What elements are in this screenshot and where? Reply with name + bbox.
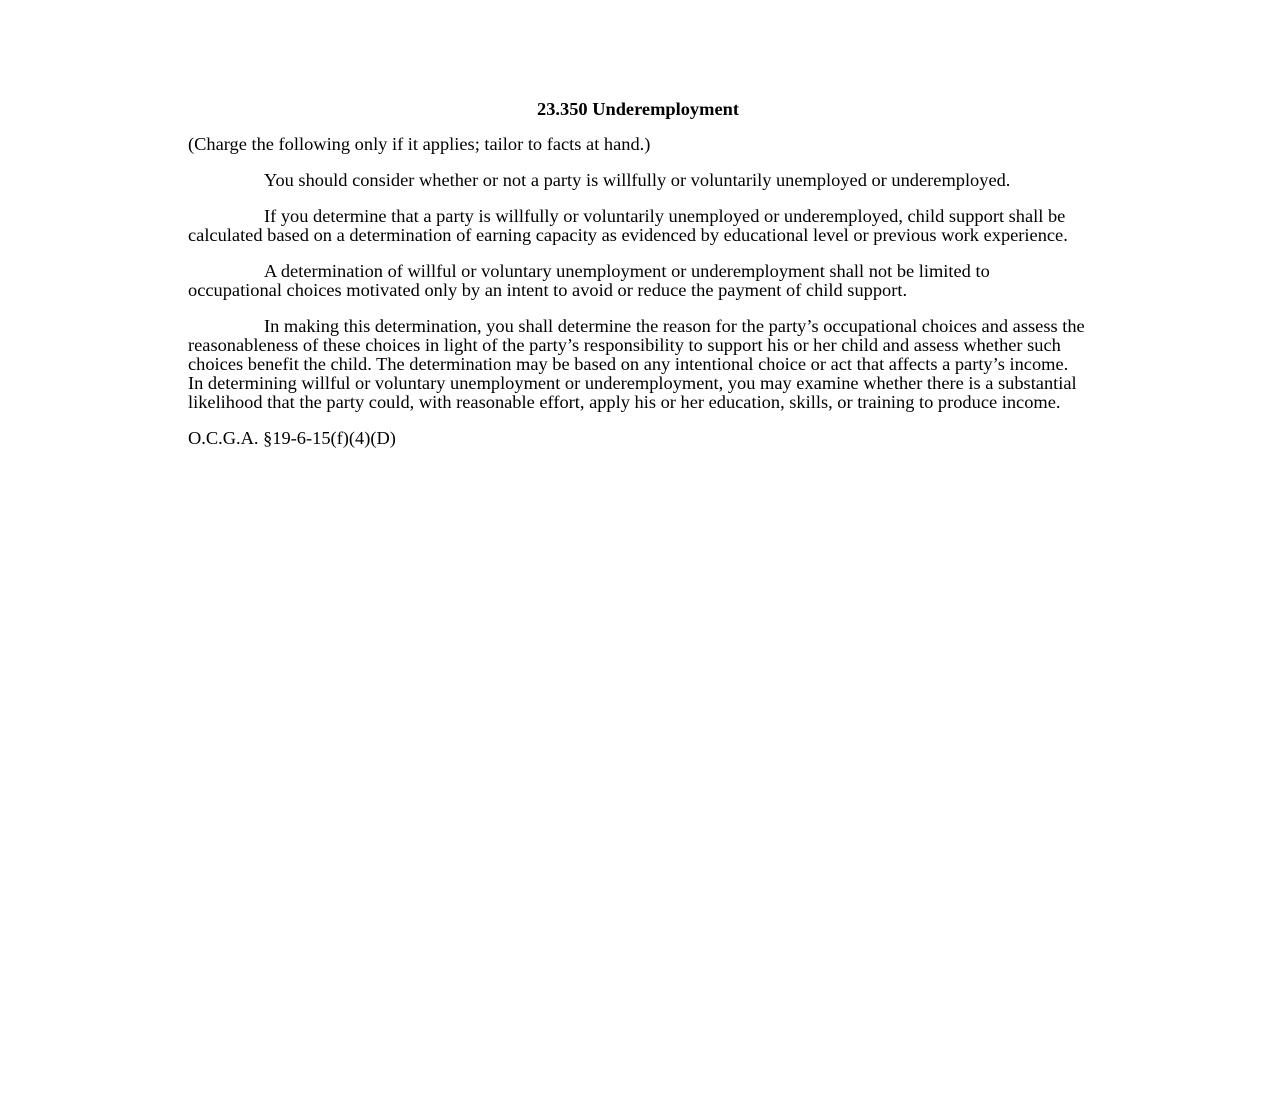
document-title: 23.350 Underemployment — [537, 99, 739, 119]
statute-citation: O.C.G.A. §19-6-15(f)(4)(D) — [188, 428, 396, 448]
document-page — [188, 100, 1088, 448]
paragraph-1: You should consider whether or not a party is willfully or voluntarily unemployed or underemployed. — [264, 170, 1011, 190]
charge-instruction: (Charge the following only if it applies; tailor to facts at hand.) — [188, 134, 651, 154]
paragraph-3: A determination of willful or voluntary unemployment or underemployment shall not be limited to occupational choices motivated only by an intent to avoid or reduce the payment of child support. — [188, 261, 990, 300]
paragraph-4: In making this determination, you shall determine the reason for the party’s occupational choices and assess the reasonableness of these choices in light of the party’s responsibility to support his or her child and assess whether such choices benefit the child. The determination may be based on any intentional choice or act that affects a party’s income. In determining willful or voluntary unemployment or underemployment, you may examine whether there is a substantial likelihood that the party could, with reasonable effort, apply his or her education, skills, or training to produce income. — [188, 316, 1085, 412]
paragraph-2: If you determine that a party is willfully or voluntarily unemployed or underemployed, child support shall be calculated based on a determination of earning capacity as evidenced by educational level or previous work experience. — [188, 206, 1068, 245]
